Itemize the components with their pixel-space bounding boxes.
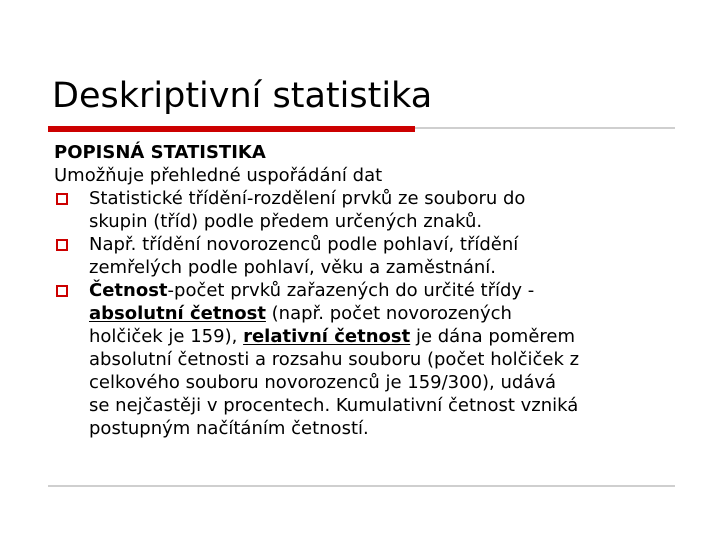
footer-divider-rule bbox=[48, 485, 675, 487]
bullet-text-line: absolutní četnost (např. počet novorozených bbox=[89, 303, 512, 324]
slide-title: Deskriptivní statistika bbox=[52, 76, 433, 116]
square-bullet-icon bbox=[56, 285, 68, 297]
bullet-item-classification bbox=[54, 187, 674, 233]
bullet-text-line: skupin (tříd) podle předem určených znaků. bbox=[89, 211, 483, 232]
bullet-text-line: zemřelých podle pohlaví, věku a zaměstnání. bbox=[89, 257, 497, 278]
term-relative-frequency: relativní četnost bbox=[243, 326, 411, 347]
intro-text: Umožňuje přehledné uspořádání dat bbox=[54, 165, 383, 186]
square-bullet-icon bbox=[56, 193, 68, 205]
square-bullet-icon bbox=[56, 239, 68, 251]
bullet-item-frequency bbox=[54, 279, 674, 440]
bullet-text-line: absolutní četnosti a rozsahu souboru (počet holčiček z bbox=[89, 349, 580, 370]
bullet-text-line: postupným načítáním četností. bbox=[89, 418, 369, 439]
title-accent-rule bbox=[48, 126, 415, 132]
slide-body bbox=[54, 141, 674, 440]
bullet-text-line: celkového souboru novorozenců je 159/300), udává bbox=[89, 372, 557, 393]
bullet-text-line: se nejčastěji v procentech. Kumulativní četnost vzniká bbox=[89, 395, 579, 416]
term-absolute-frequency: absolutní četnost bbox=[89, 303, 266, 324]
bullet-item-example bbox=[54, 233, 674, 279]
title-divider-rule bbox=[415, 127, 675, 129]
section-heading: POPISNÁ STATISTIKA bbox=[54, 142, 266, 163]
bullet-text-line: holčiček je 159), relativní četnost je dána poměrem bbox=[89, 326, 576, 347]
bullet-text-line: Např. třídění novorozenců podle pohlaví, třídění bbox=[89, 234, 519, 255]
bullet-text-line: Četnost-počet prvků zařazených do určité třídy - bbox=[89, 280, 535, 301]
term-frequency: Četnost bbox=[89, 280, 168, 301]
bullet-text-line: Statistické třídění-rozdělení prvků ze souboru do bbox=[89, 188, 526, 209]
